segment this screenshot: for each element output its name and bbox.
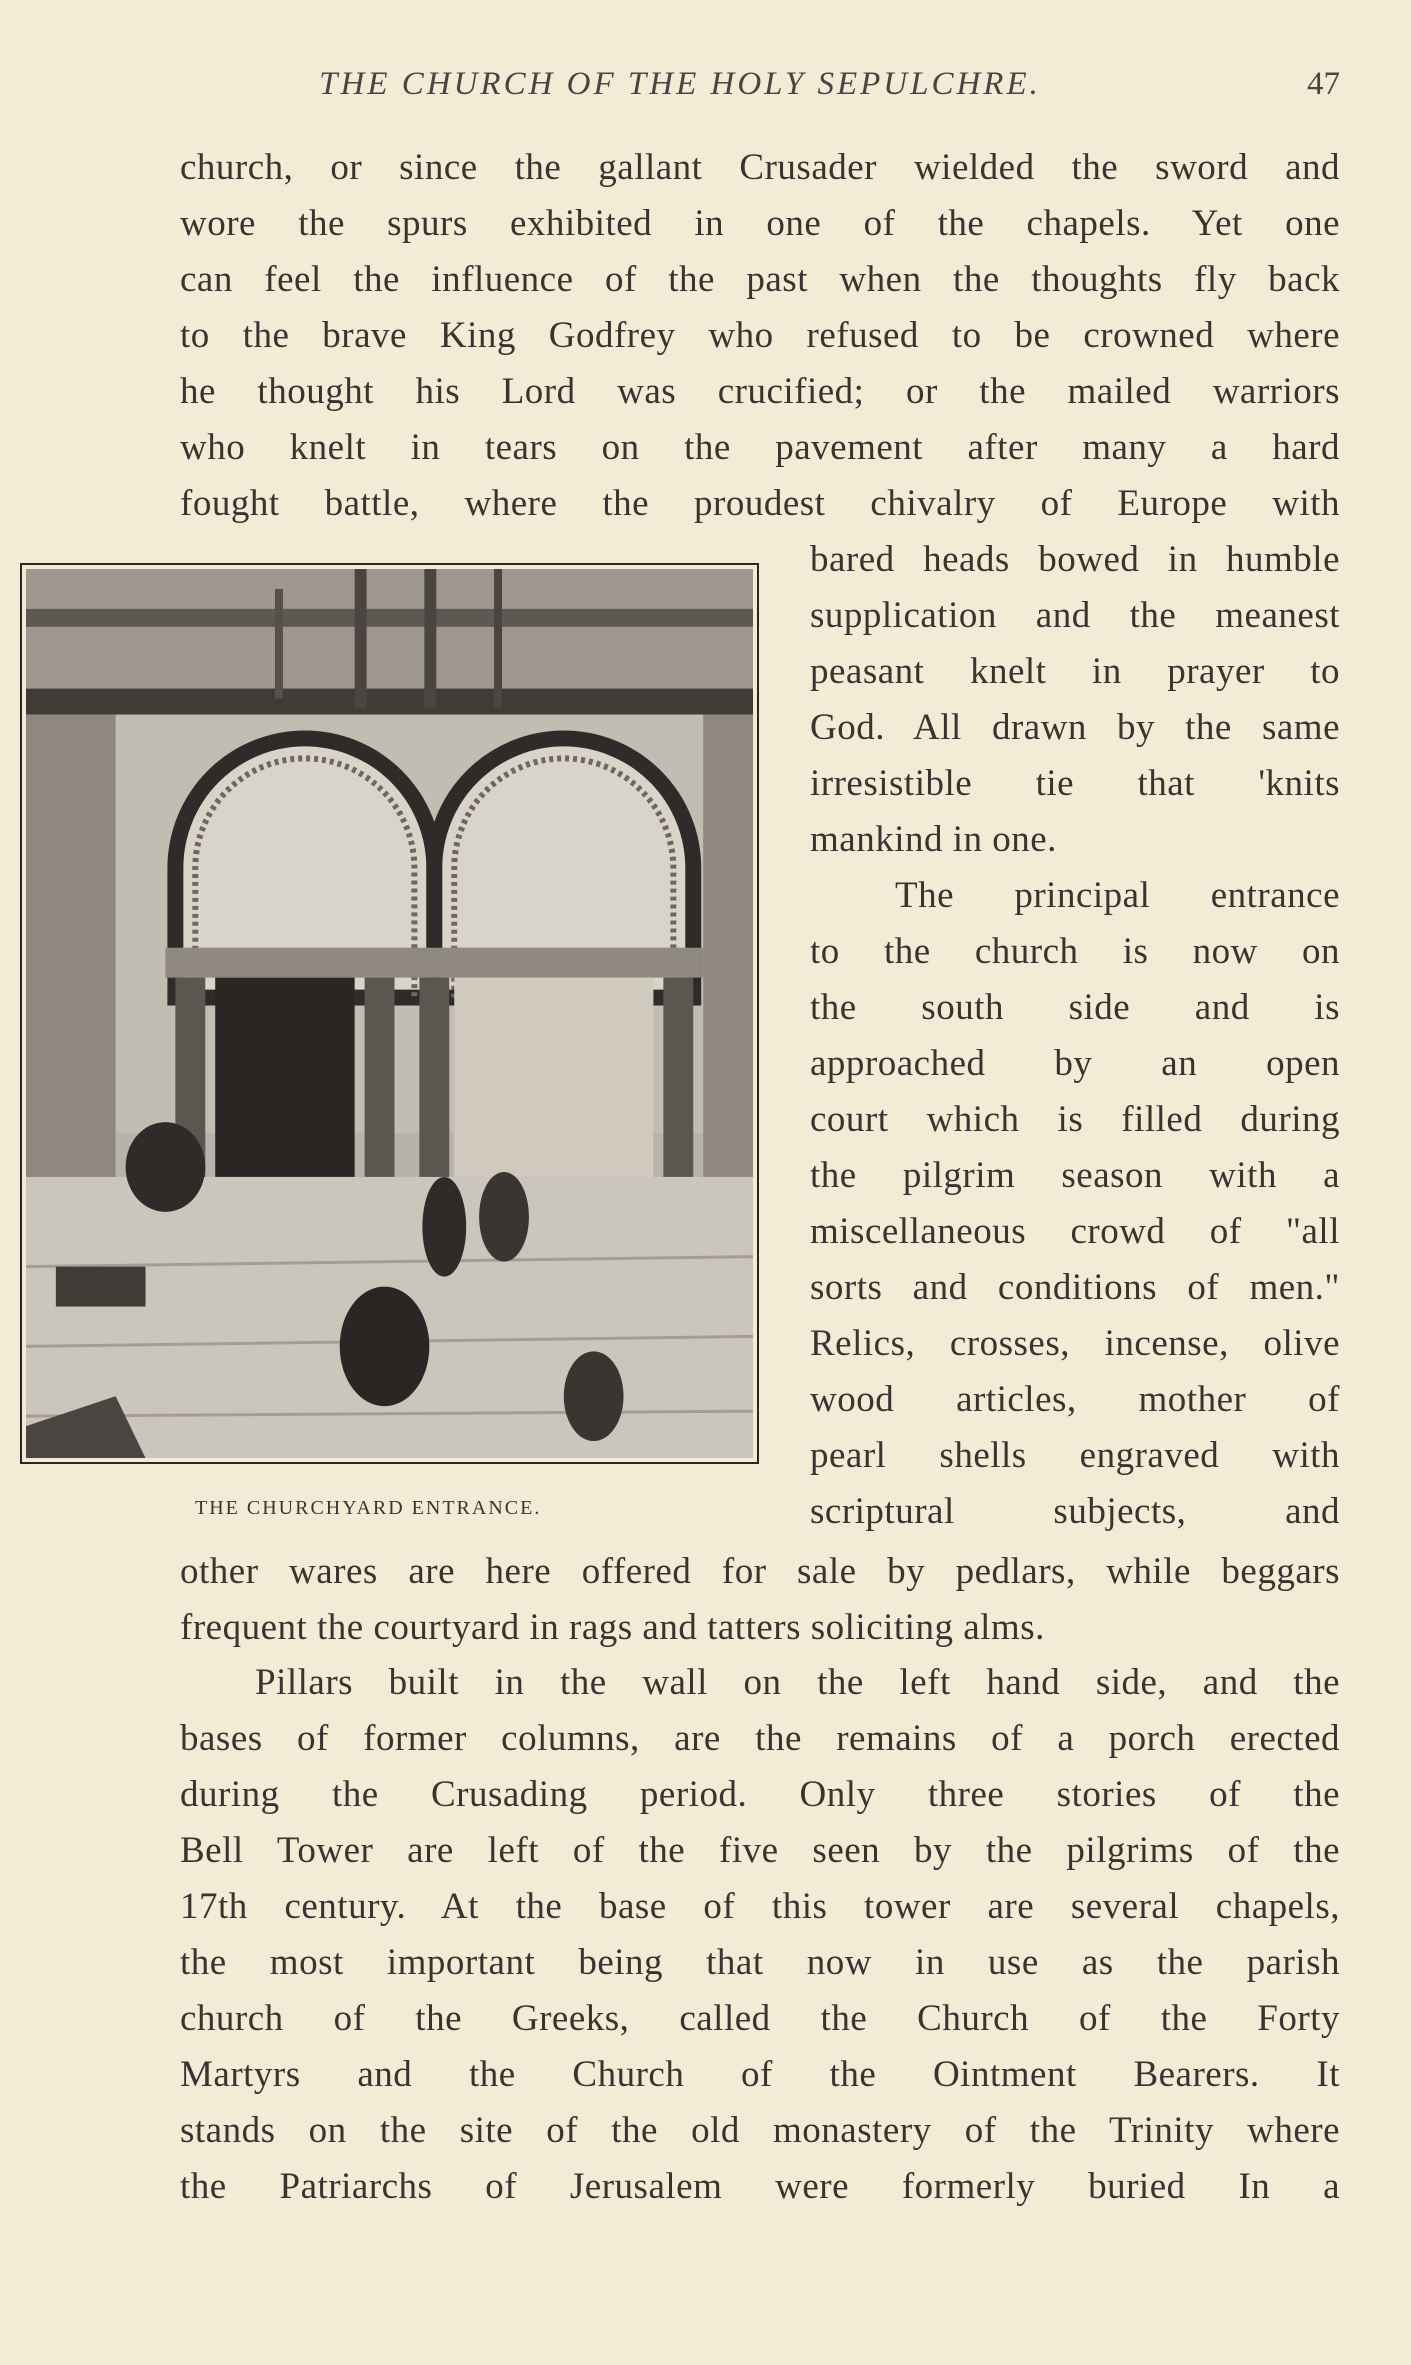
body-line: Martyrs and the Church of the Ointment Bearers. It <box>180 2054 1340 2095</box>
side-line: Relics, crosses, incense, olive <box>810 1323 1340 1364</box>
churchyard-entrance-photo <box>20 563 759 1464</box>
running-head <box>180 66 1340 116</box>
figure-caption: THE CHURCHYARD ENTRANCE. <box>195 1497 542 1519</box>
side-line: bared heads bowed in humble <box>810 539 1340 580</box>
body-line: the most important being that now in use as the parish <box>180 1942 1340 1983</box>
side-line: miscellaneous crowd of "all <box>810 1211 1340 1252</box>
page-number: 47 <box>1307 66 1340 102</box>
side-line: to the church is now on <box>810 931 1340 972</box>
body-line: to the brave King Godfrey who refused to be crowned where <box>180 315 1340 356</box>
body-line: church, or since the gallant Crusader wielded the sword and <box>180 147 1340 188</box>
body-line: wore the spurs exhibited in one of the chapels. Yet one <box>180 203 1340 244</box>
side-line: the pilgrim season with a <box>810 1155 1340 1196</box>
side-line: mankind in one. <box>810 819 1057 860</box>
body-line: can feel the influence of the past when the thoughts fly back <box>180 259 1340 300</box>
side-line: the south side and is <box>810 987 1340 1028</box>
body-line: fought battle, where the proudest chivalry of Europe with <box>180 483 1340 524</box>
side-line: peasant knelt in prayer to <box>810 651 1340 692</box>
body-line: Pillars built in the wall on the left hand side, and the <box>255 1662 1340 1703</box>
side-line: scriptural subjects, and <box>810 1491 1340 1532</box>
body-line: he thought his Lord was crucified; or the mailed warriors <box>180 371 1340 412</box>
side-line: court which is filled during <box>810 1099 1340 1140</box>
side-line: The principal entrance <box>895 875 1340 916</box>
body-line: the Patriarchs of Jerusalem were formerly buried In a <box>180 2166 1340 2207</box>
side-line: approached by an open <box>810 1043 1340 1084</box>
side-line: wood articles, mother of <box>810 1379 1340 1420</box>
side-line: supplication and the meanest <box>810 595 1340 636</box>
body-line: frequent the courtyard in rags and tatters soliciting alms. <box>180 1607 1045 1648</box>
body-line: church of the Greeks, called the Church of the Forty <box>180 1998 1340 2039</box>
body-line: who knelt in tears on the pavement after many a hard <box>180 427 1340 468</box>
body-line: during the Crusading period. Only three stories of the <box>180 1774 1340 1815</box>
running-title: THE CHURCH OF THE HOLY SEPULCHRE. <box>319 66 1041 102</box>
body-line: stands on the site of the old monastery of the Trinity where <box>180 2110 1340 2151</box>
side-line: sorts and conditions of men." <box>810 1267 1340 1308</box>
side-line: God. All drawn by the same <box>810 707 1340 748</box>
side-line: pearl shells engraved with <box>810 1435 1340 1476</box>
body-line: other wares are here offered for sale by pedlars, while beggars <box>180 1551 1340 1592</box>
body-line: bases of former columns, are the remains of a porch erected <box>180 1718 1340 1759</box>
body-line: 17th century. At the base of this tower are several chapels, <box>180 1886 1340 1927</box>
church-facade-illustration <box>26 569 753 1458</box>
side-line: irresistible tie that 'knits <box>810 763 1340 804</box>
body-line: Bell Tower are left of the five seen by the pilgrims of the <box>180 1830 1340 1871</box>
